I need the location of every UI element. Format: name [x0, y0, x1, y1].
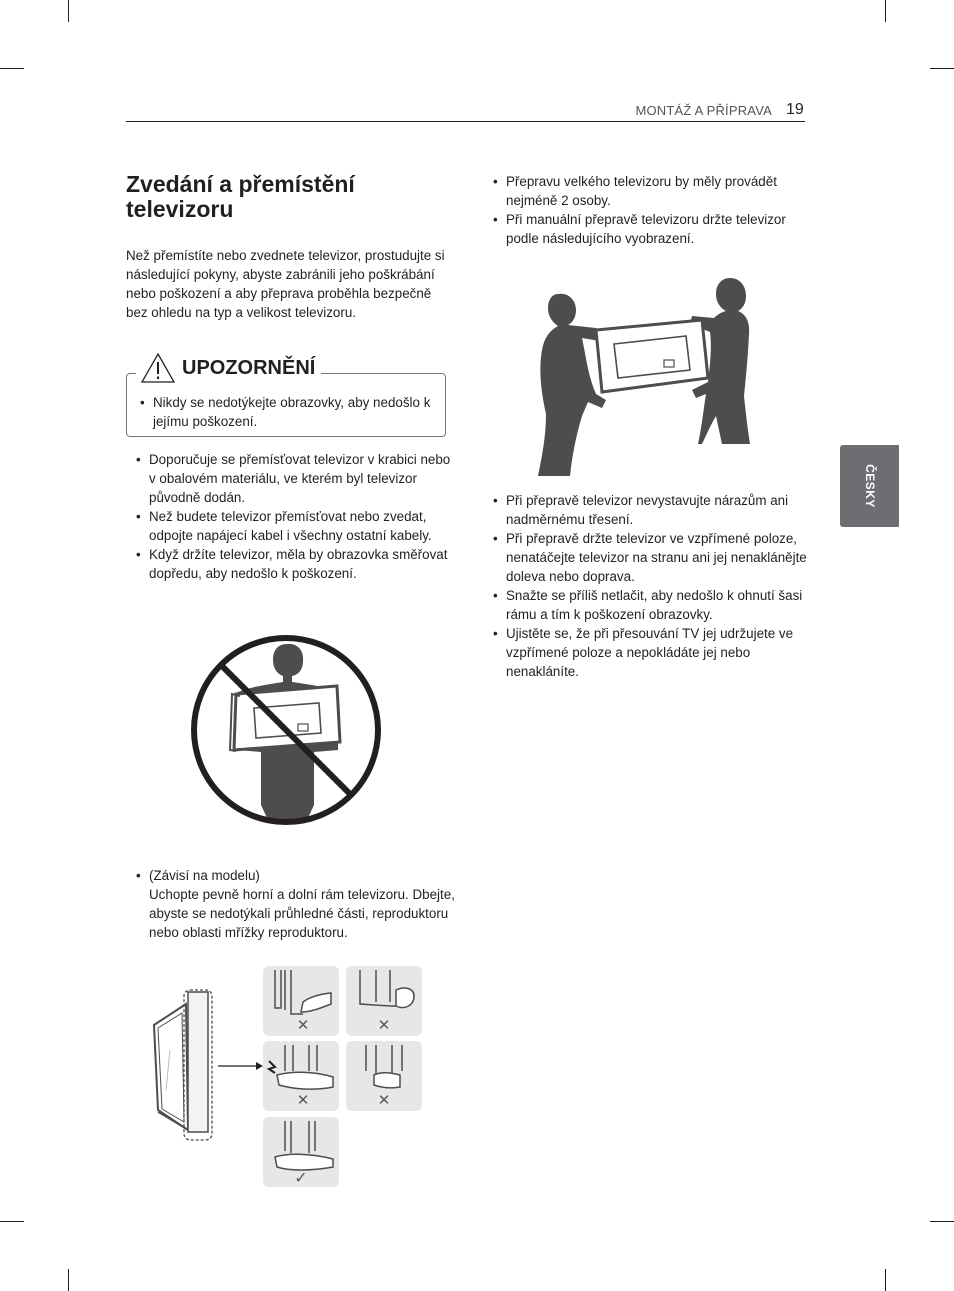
grip-tile-right: [263, 1117, 339, 1187]
crop-mark: [885, 1269, 886, 1291]
tv-back-panel: [230, 686, 340, 751]
wrong-mark: ✕: [377, 1016, 391, 1034]
two-person-carry-illustration: [536, 276, 756, 478]
crop-mark: [0, 68, 24, 69]
list-item: • Když držíte televizor, měla by obrazovka směřovat dopředu, aby nedošlo k poškození.: [136, 545, 456, 583]
running-header: MONTÁŽ A PŘÍPRAVA: [635, 103, 772, 118]
list-item: • Při přepravě televizor nevystavujte nárazům ani nadměrnému třesení.: [493, 491, 811, 529]
right-bullet-list-top: [493, 172, 811, 248]
list-item: • Ujistěte se, že při přesouvání TV jej udržujete ve vzpřímené poloze a nepokládáte jej nebo nenakláníte.: [493, 624, 811, 681]
list-item: • Při přepravě držte televizor ve vzpřímené poloze, nenatáčejte televizor na stranu ani jej nenaklánějte doleva nebo doprava.: [493, 529, 811, 586]
wrong-mark: ✕: [377, 1091, 391, 1109]
intro-paragraph: Než přemístíte nebo zvednete televizor, prostudujte si následující pokyny, abyste zabránili jeho poškrábání nebo poškození a aby přeprava proběhla bezpečně bez ohledu na typ a velikost televizoru.: [126, 248, 445, 320]
language-tab: [840, 445, 899, 527]
language-tab-label: ČESKY: [862, 464, 877, 508]
list-item: • Doporučuje se přemísťovat televizor v krabici nebo v obalovém materiálu, ve kterém byl televizor původně dodán.: [136, 450, 456, 507]
crop-mark: [930, 68, 954, 69]
tv-back-panel: [596, 320, 708, 392]
wrong-mark: ✕: [296, 1091, 310, 1109]
crop-mark: [68, 1269, 69, 1291]
left-bullet-list: [136, 450, 456, 583]
grip-tile-wrong-1: [263, 966, 339, 1036]
list-item: • Při manuální přepravě televizoru držte televizor podle následujícího vyobrazení.: [493, 210, 811, 248]
wrong-carry-illustration: [188, 630, 388, 830]
list-item: [136, 866, 456, 942]
model-note-line2: Uchopte pevně horní a dolní rám televizoru. Dbejte, abyste se nedotýkali průhledné části, reproduktoru nebo oblasti mřížky reproduktoru.: [149, 887, 455, 940]
caution-list: [140, 393, 440, 431]
grip-tile-wrong-4: [346, 1041, 422, 1111]
caution-heading: [136, 350, 321, 386]
model-note-line1: (Závisí na modelu): [149, 868, 260, 883]
caution-title: UPOZORNĚNÍ: [182, 357, 316, 379]
model-note-list: [136, 866, 456, 942]
person-left-silhouette: [538, 294, 606, 476]
crop-mark: [930, 1221, 954, 1222]
pointer-arrow: [218, 1062, 263, 1070]
wrong-mark: ✕: [296, 1016, 310, 1034]
page-number: 19: [786, 101, 804, 118]
crop-mark: [68, 0, 69, 22]
right-mark: ✓: [294, 1168, 308, 1187]
list-item: • Snažte se příliš netlačit, aby nedošlo k ohnutí šasi rámu a tím k poškození obrazovky.: [493, 586, 811, 624]
grip-tile-wrong-2: [346, 966, 422, 1036]
tv-side-view: [154, 990, 212, 1140]
crop-mark: [885, 0, 886, 22]
list-item: • Než budete televizor přemísťovat nebo zvedat, odpojte napájecí kabel i všechny ostatní kabely.: [136, 507, 456, 545]
list-item: • Nikdy se nedotýkejte obrazovky, aby nedošlo k jejímu poškození.: [140, 393, 440, 431]
right-bullet-list-bottom: [493, 491, 811, 681]
warning-icon: [140, 352, 176, 384]
grip-tile-wrong-3: [263, 1041, 339, 1111]
header-rule: [126, 121, 805, 122]
list-item: • Přepravu velkého televizoru by měly provádět nejméně 2 osoby.: [493, 172, 811, 210]
page-title: Zvedání a přemístění televizoru: [126, 171, 355, 222]
crop-mark: [0, 1221, 24, 1222]
